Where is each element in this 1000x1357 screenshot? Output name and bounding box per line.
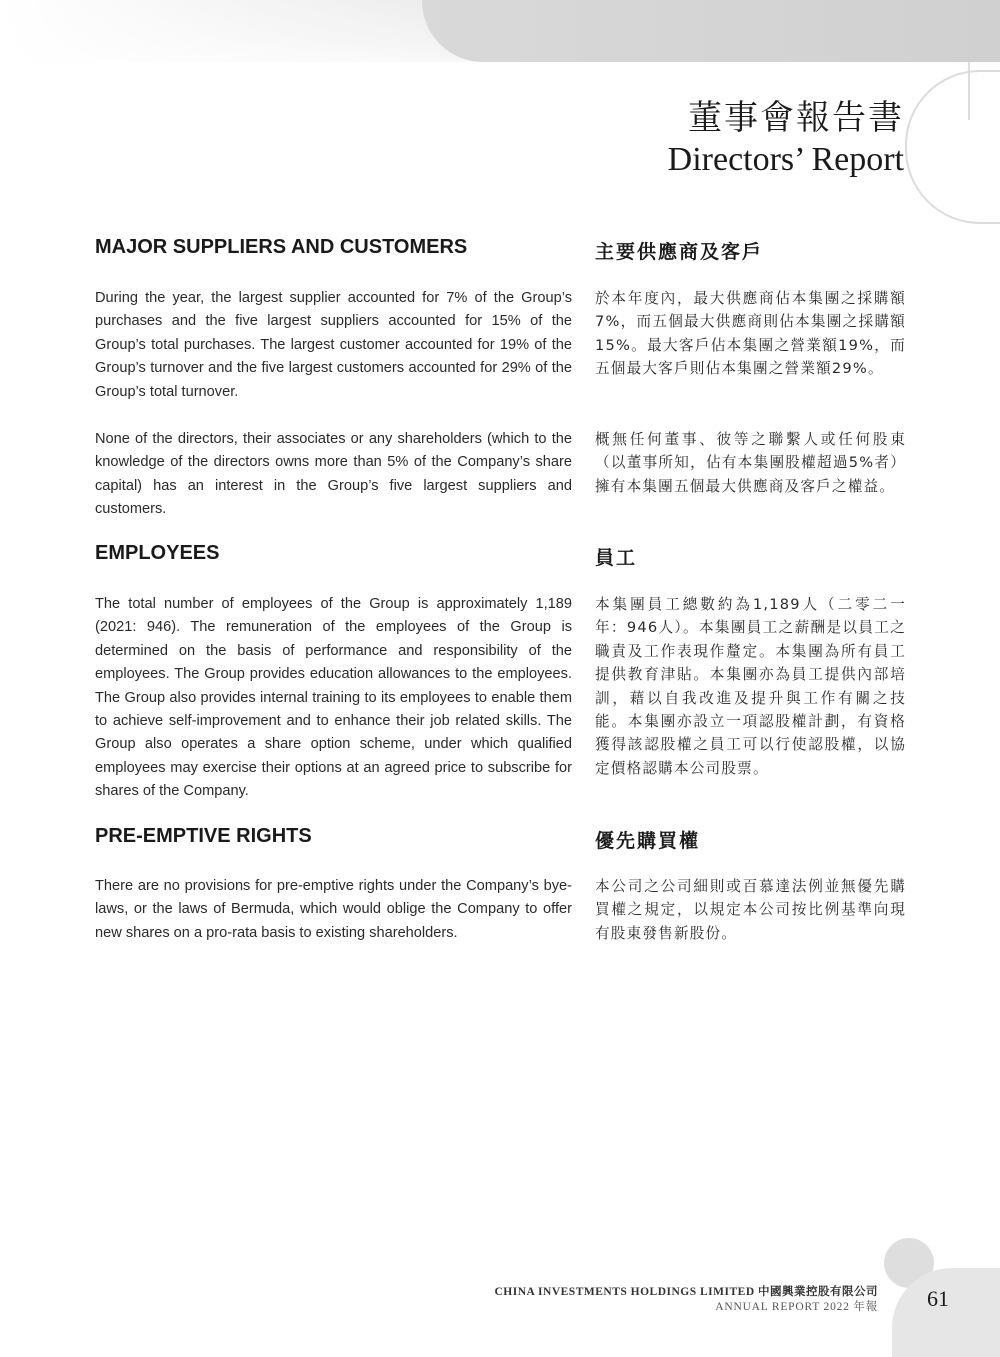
- page-number: 61: [927, 1286, 949, 1311]
- suppliers-paragraph-1-zh: 於本年度內，最大供應商佔本集團之採購額7%，而五個最大供應商則佔本集團之採購額15%。最大客戶佔本集團之營業額19%，而五個最大客戶則佔本集團之營業額29%。: [595, 290, 906, 378]
- suppliers-paragraph-2-en: None of the directors, their associates or any shareholders (which to the knowledge of the directors owns more than 5% of the Company’s share capital) has an interest in the Group’s five largest suppliers and customers.: [95, 431, 572, 518]
- footer-report-title: ANNUAL REPORT 2022 年報: [715, 1301, 878, 1313]
- section-heading-pre-emptive-zh: 優先購買權: [595, 830, 701, 852]
- page-title-zh: 董事會報告書: [688, 98, 904, 138]
- header-band-fade: [0, 0, 440, 62]
- suppliers-paragraph-1-en: During the year, the largest supplier accounted for 7% of the Group’s purchases and the five largest suppliers accounted for 15% of the Group’s total purchases. The largest customer accounted for 19% of the Group’s turnover and the five largest customers accounted for 29% of the Group’s total turnover.: [95, 290, 572, 400]
- footer-company-name: CHINA INVESTMENTS HOLDINGS LIMITED 中國興業控股有限公司: [494, 1286, 878, 1298]
- suppliers-paragraph-2-zh: 概無任何董事、彼等之聯繫人或任何股東（以董事所知，佔有本集團股權超過5%者）擁有本集團五個最大供應商及客戶之權益。: [595, 431, 906, 495]
- pre-emptive-paragraph-en: There are no provisions for pre-emptive rights under the Company’s bye-laws, or the laws of Bermuda, which would oblige the Company to offer new shares on a pro-rata basis to existing shareholders.: [95, 878, 572, 941]
- section-heading-employees-zh: 員工: [595, 547, 638, 569]
- header-pill-shape: [422, 0, 1000, 62]
- footer-publication-info: [494, 1285, 878, 1314]
- employees-paragraph-zh: 本集團員工總數約為1,189人（二零二一年：946人）。本集團員工之薪酬是以員工之職責及工作表現作釐定。本集團為所有員工提供教育津貼。本集團亦為員工提供內部培訓，藉以自我改進及提升與工作有關之技能。本集團亦設立一項認股權計劃，有資格獲得該認股權之員工可以行使認股權，以協定價格認購本公司股票。: [595, 596, 906, 777]
- header-ring-shape: [905, 70, 1000, 224]
- section-heading-suppliers-zh: 主要供應商及客戶: [595, 241, 764, 263]
- employees-paragraph-en: The total number of employees of the Group is approximately 1,189 (2021: 946). The remuneration of the employees of the Group is determined on the basis of performance and responsibility of the employees. The Group provides education allowances to the employees. The Group also provides internal training to its employees to enable them to achieve self-improvement and to enhance their job related skills. The Group also operates a share option scheme, under which qualified employees may exercise their options at an agreed price to subscribe for shares of the Company.: [95, 596, 572, 800]
- section-heading-pre-emptive-en: PRE-EMPTIVE RIGHTS: [95, 825, 312, 847]
- page-title-en: Directors’ Report: [667, 141, 904, 178]
- page-title: [668, 96, 904, 180]
- section-heading-suppliers-en: MAJOR SUPPLIERS AND CUSTOMERS: [95, 236, 468, 258]
- section-heading-employees-en: EMPLOYEES: [95, 542, 220, 564]
- pre-emptive-paragraph-zh: 本公司之公司細則或百慕達法例並無優先購買權之規定，以規定本公司按比例基準向現有股東發售新股份。: [595, 878, 906, 942]
